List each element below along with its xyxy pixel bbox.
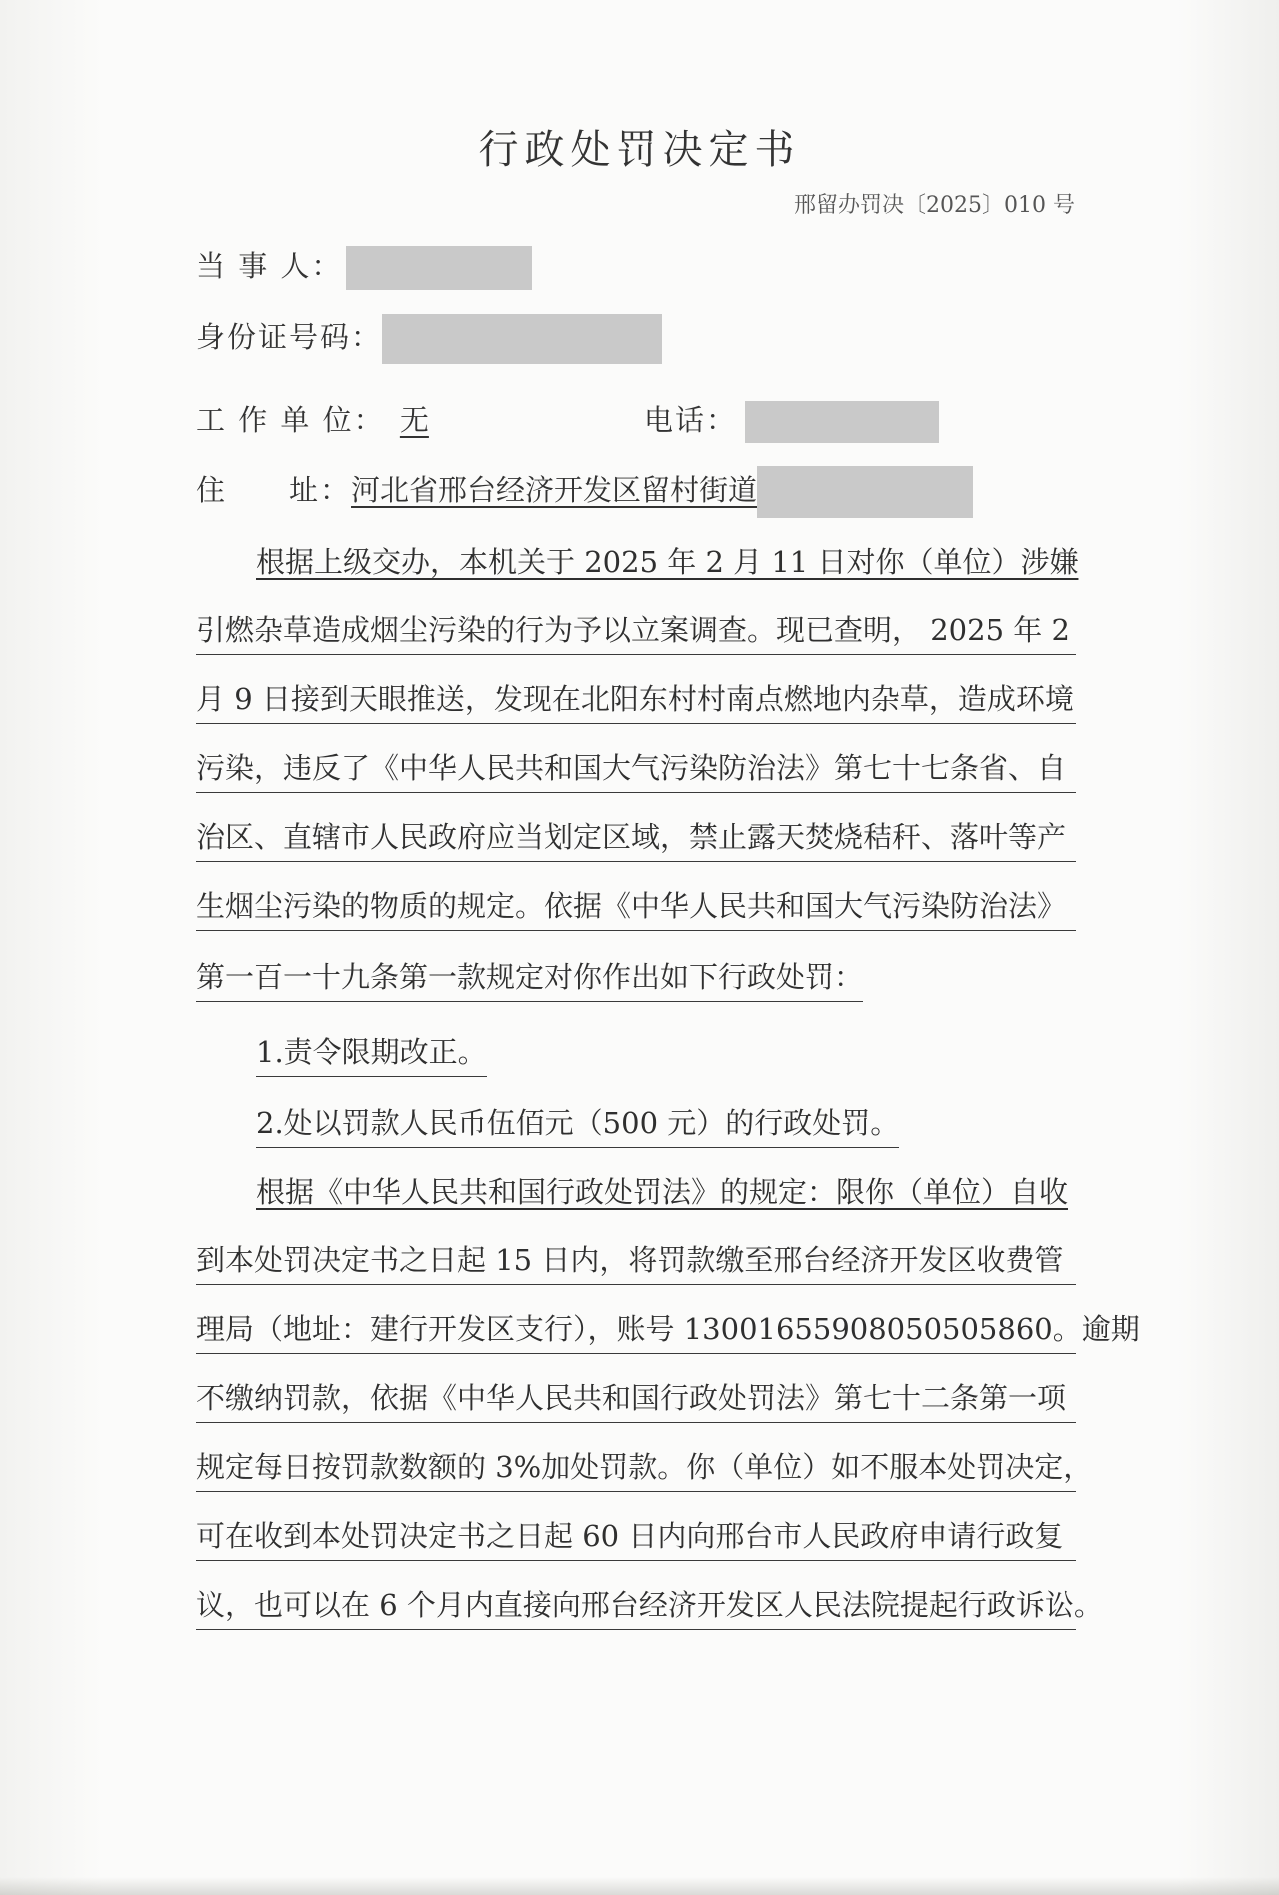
para2-line-1: 根据《中华人民共和国行政处罚法》的规定：限你（单位）自收 <box>256 1175 1069 1209</box>
para1-line-3: 月 9 日接到天眼推送，发现在北阳东村村南点燃地内杂草，造成环境 <box>196 667 1076 724</box>
penalty-item-2: 2.处以罚款人民币伍佰元（500 元）的行政处罚。 <box>256 1091 899 1148</box>
para1-line-5: 治区、直辖市人民政府应当划定区域，禁止露天焚烧秸秆、落叶等产 <box>196 805 1076 862</box>
employer-label: 工 作 单 位： <box>196 403 385 437</box>
id-field <box>196 314 662 364</box>
party-label: 当 事 人： <box>196 249 343 283</box>
para1-line-7: 第一百一十九条第一款规定对你作出如下行政处罚： <box>196 945 863 1002</box>
document-number: 邢留办罚决〔2025〕010 号 <box>794 193 1075 218</box>
para2-line-6: 可在收到本处罚决定书之日起 60 日内向邢台市人民政府申请行政复 <box>196 1504 1076 1561</box>
para2-line-2: 到本处罚决定书之日起 15 日内，将罚款缴至邢台经济开发区收费管 <box>196 1228 1076 1285</box>
phone-label: 电话： <box>644 403 738 437</box>
paragraph-payment-appeal <box>196 1160 1140 1642</box>
page-edge-shadow <box>0 1877 1279 1895</box>
penalty-item-2-row <box>196 1089 1076 1160</box>
para1-line-1: 根据上级交办，本机关于 2025 年 2 月 11 日对你（单位）涉嫌 <box>256 545 1079 579</box>
address-field <box>196 466 973 518</box>
phone-field <box>644 398 939 443</box>
paragraph-findings <box>196 530 1079 1014</box>
para2-line-3: 理局（地址：建行开发区支行），账号 13001655908050505860。逾期 <box>196 1297 1076 1354</box>
party-field <box>196 244 532 290</box>
document-title: 行政处罚决定书 <box>478 127 801 173</box>
penalty-item-1-row <box>196 1018 1076 1089</box>
para2-line-4: 不缴纳罚款，依据《中华人民共和国行政处罚法》第七十二条第一项 <box>196 1366 1076 1423</box>
address-value: 河北省邢台经济开发区留村街道 <box>351 473 758 507</box>
id-redaction <box>382 314 662 364</box>
para1-line-6: 生烟尘污染的物质的规定。依据《中华人民共和国大气污染防治法》 <box>196 874 1076 931</box>
employer-field <box>196 398 429 439</box>
party-redaction <box>346 246 532 290</box>
penalty-item-1: 1.责令限期改正。 <box>256 1020 487 1077</box>
employer-value: 无 <box>399 403 429 437</box>
para2-line-5: 规定每日按罚款数额的 3%加处罚款。你（单位）如不服本处罚决定， <box>196 1435 1076 1492</box>
id-label: 身份证号码： <box>196 320 383 354</box>
penalty-items <box>196 1018 1076 1160</box>
para1-line-4: 污染，违反了《中华人民共和国大气污染防治法》第七十七条省、自 <box>196 736 1076 793</box>
address-label: 住 址： <box>196 473 352 507</box>
address-redaction <box>757 466 973 518</box>
para2-line-7: 议，也可以在 6 个月内直接向邢台经济开发区人民法院提起行政诉讼。 <box>196 1573 1076 1630</box>
phone-redaction <box>745 401 939 443</box>
para1-line-2: 引燃杂草造成烟尘污染的行为予以立案调查。现已查明， 2025 年 2 <box>196 598 1076 655</box>
